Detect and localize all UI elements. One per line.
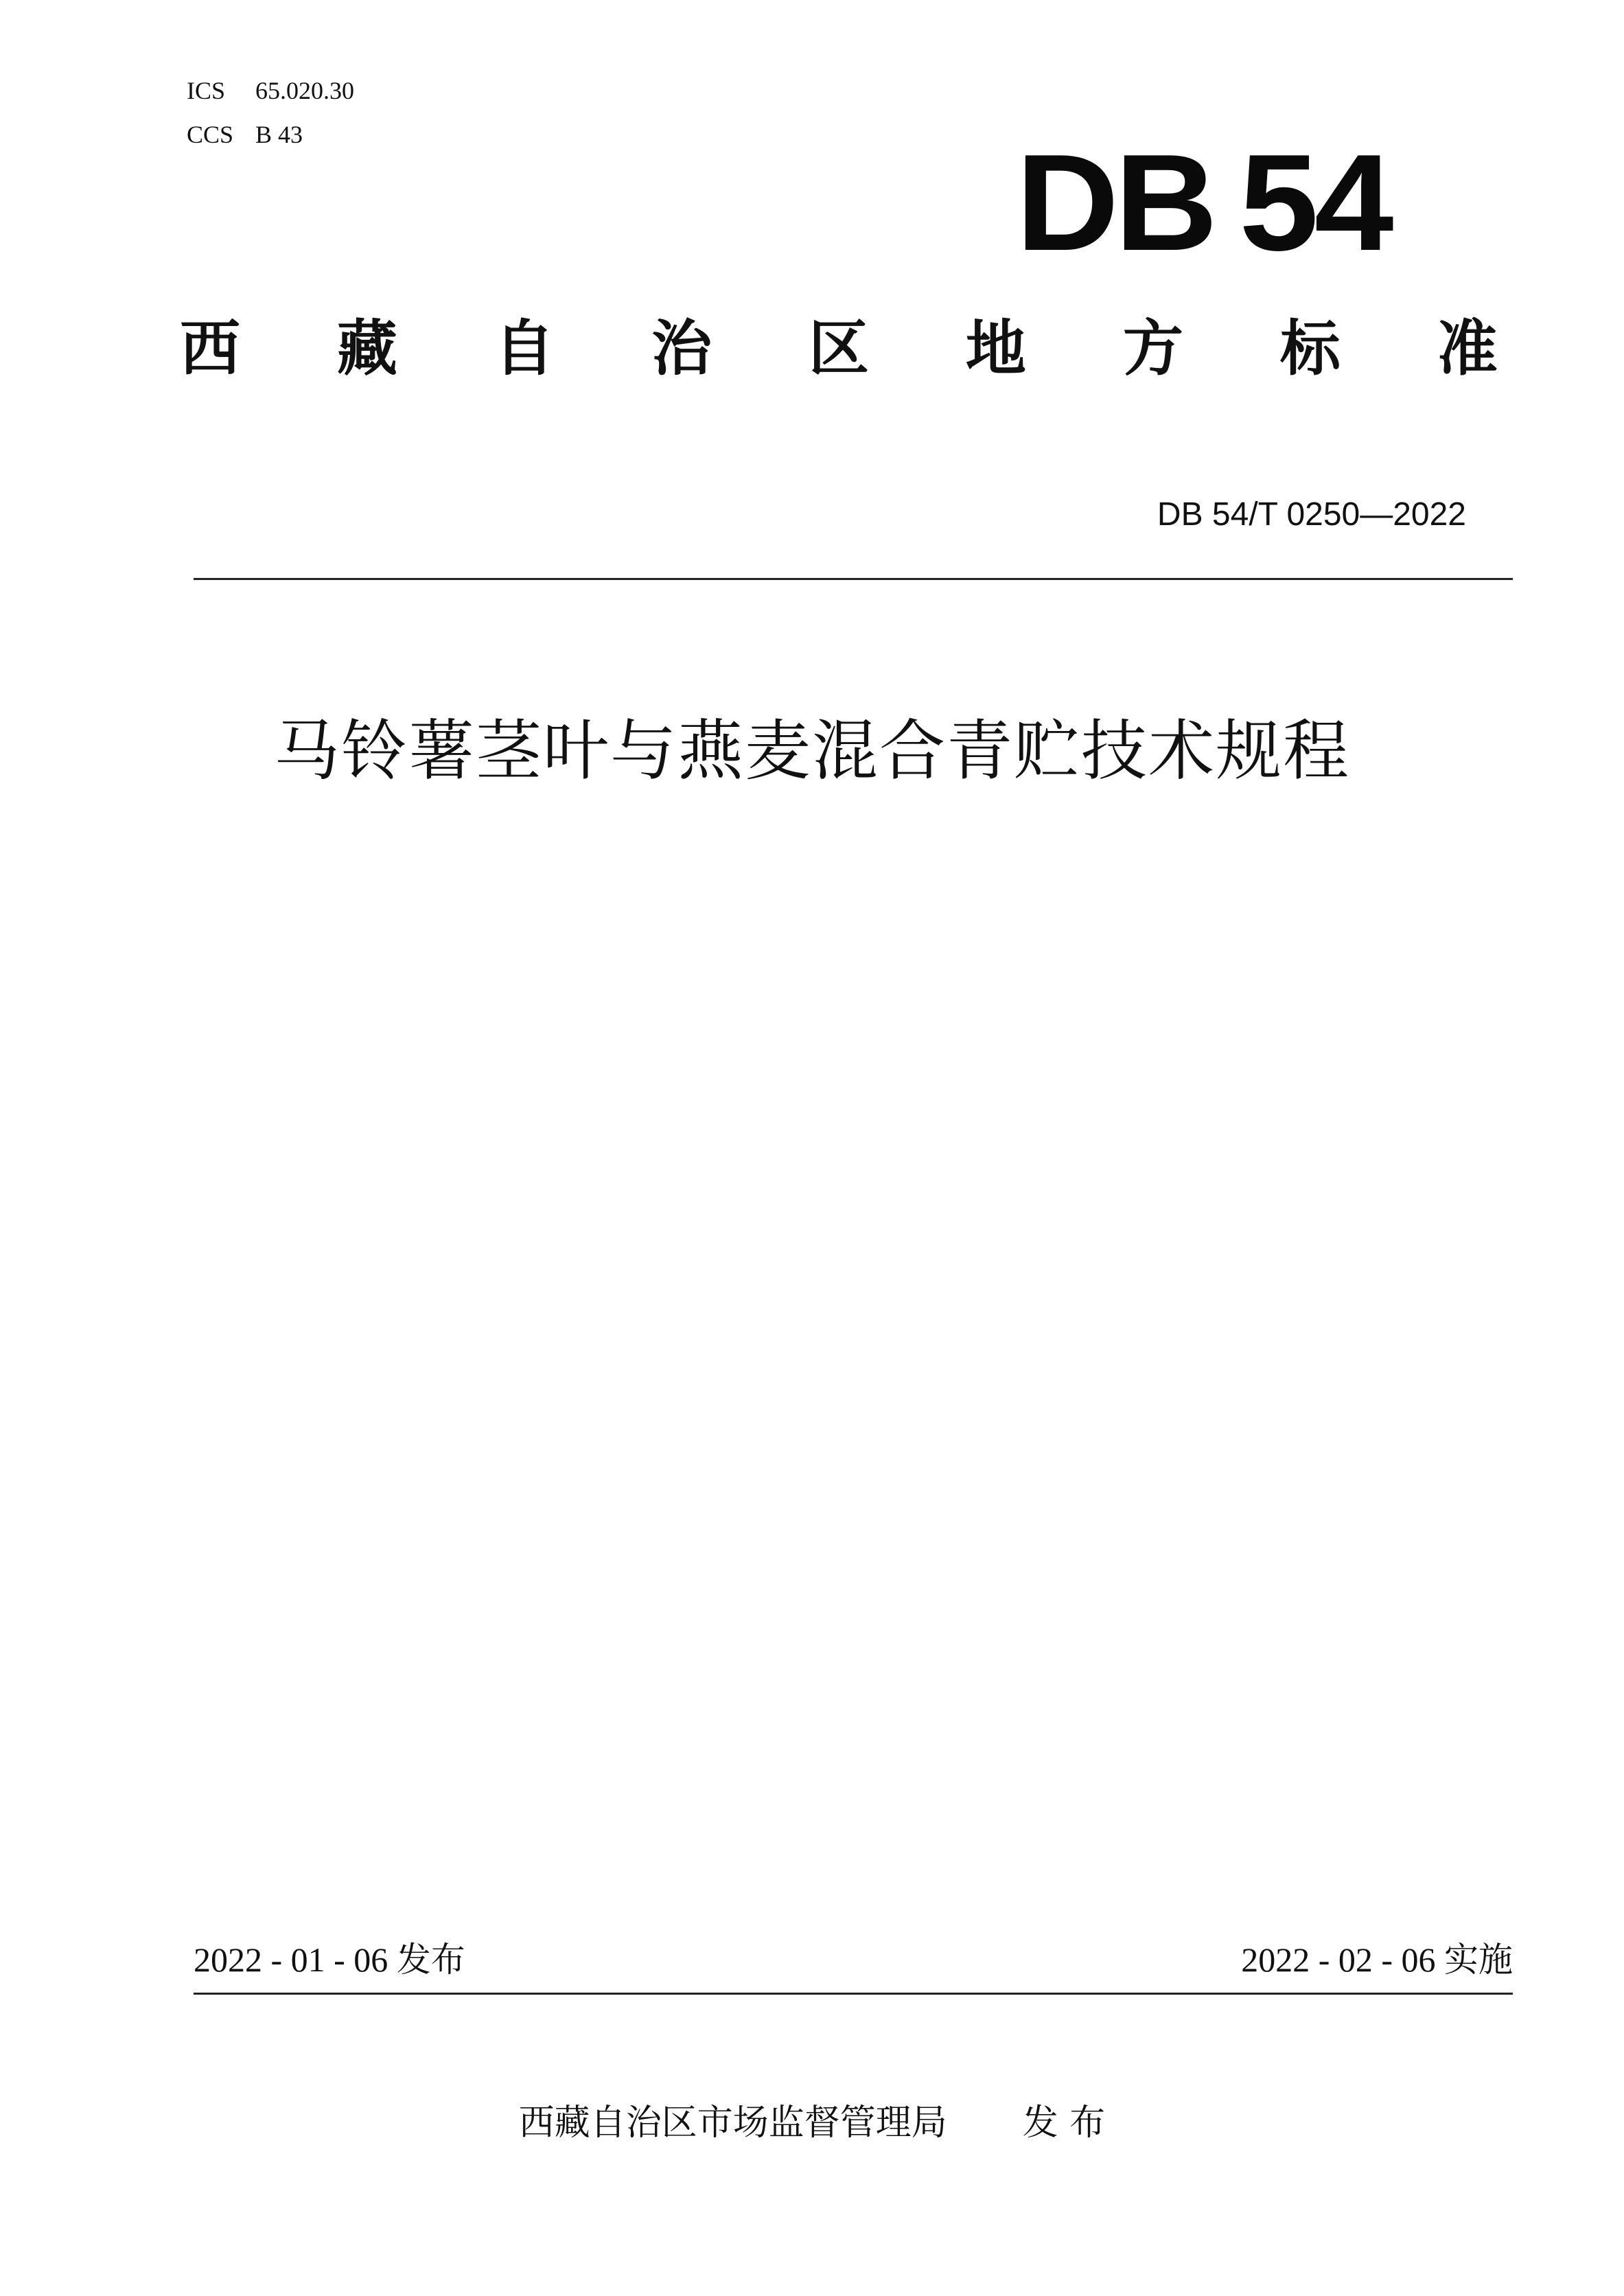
ics-code: 65.020.30: [255, 77, 354, 104]
effective-date: 2022 - 02 - 06 实施: [1241, 1940, 1513, 1979]
document-title: 马铃薯茎叶与燕麦混合青贮技术规程: [274, 712, 1350, 789]
bottom-divider: [194, 1993, 1513, 1995]
standard-type-char: 自: [494, 313, 555, 384]
standard-number: DB 54/T 0250—2022: [1157, 496, 1466, 533]
logo-code: 54: [1239, 126, 1390, 279]
standard-type-char: 方: [1122, 313, 1183, 384]
standard-type-char: 藏: [336, 313, 397, 384]
ccs-label: CCS: [187, 121, 234, 148]
db-logo: [1016, 126, 1390, 279]
standard-type-char: 治: [651, 313, 712, 384]
standard-type-char: 准: [1437, 313, 1498, 384]
top-divider: [194, 578, 1513, 580]
standard-type-char: 区: [808, 313, 869, 384]
logo-prefix: DB: [1016, 126, 1214, 279]
ccs-code: B 43: [255, 121, 303, 148]
ics-code-line: [187, 76, 354, 106]
standard-type-heading: [180, 313, 1498, 384]
standard-type-char: 西: [180, 313, 241, 384]
ccs-code-line: [187, 119, 303, 150]
standard-type-char: 标: [1279, 313, 1341, 384]
publisher-org: 西藏自治区市场监督管理局: [518, 2102, 947, 2144]
publisher-line: [0, 2100, 1624, 2146]
standard-type-char: 地: [965, 313, 1026, 384]
issue-date: 2022 - 01 - 06 发布: [194, 1940, 465, 1979]
publisher-action: 发 布: [1022, 2102, 1106, 2144]
ics-label: ICS: [187, 77, 226, 104]
